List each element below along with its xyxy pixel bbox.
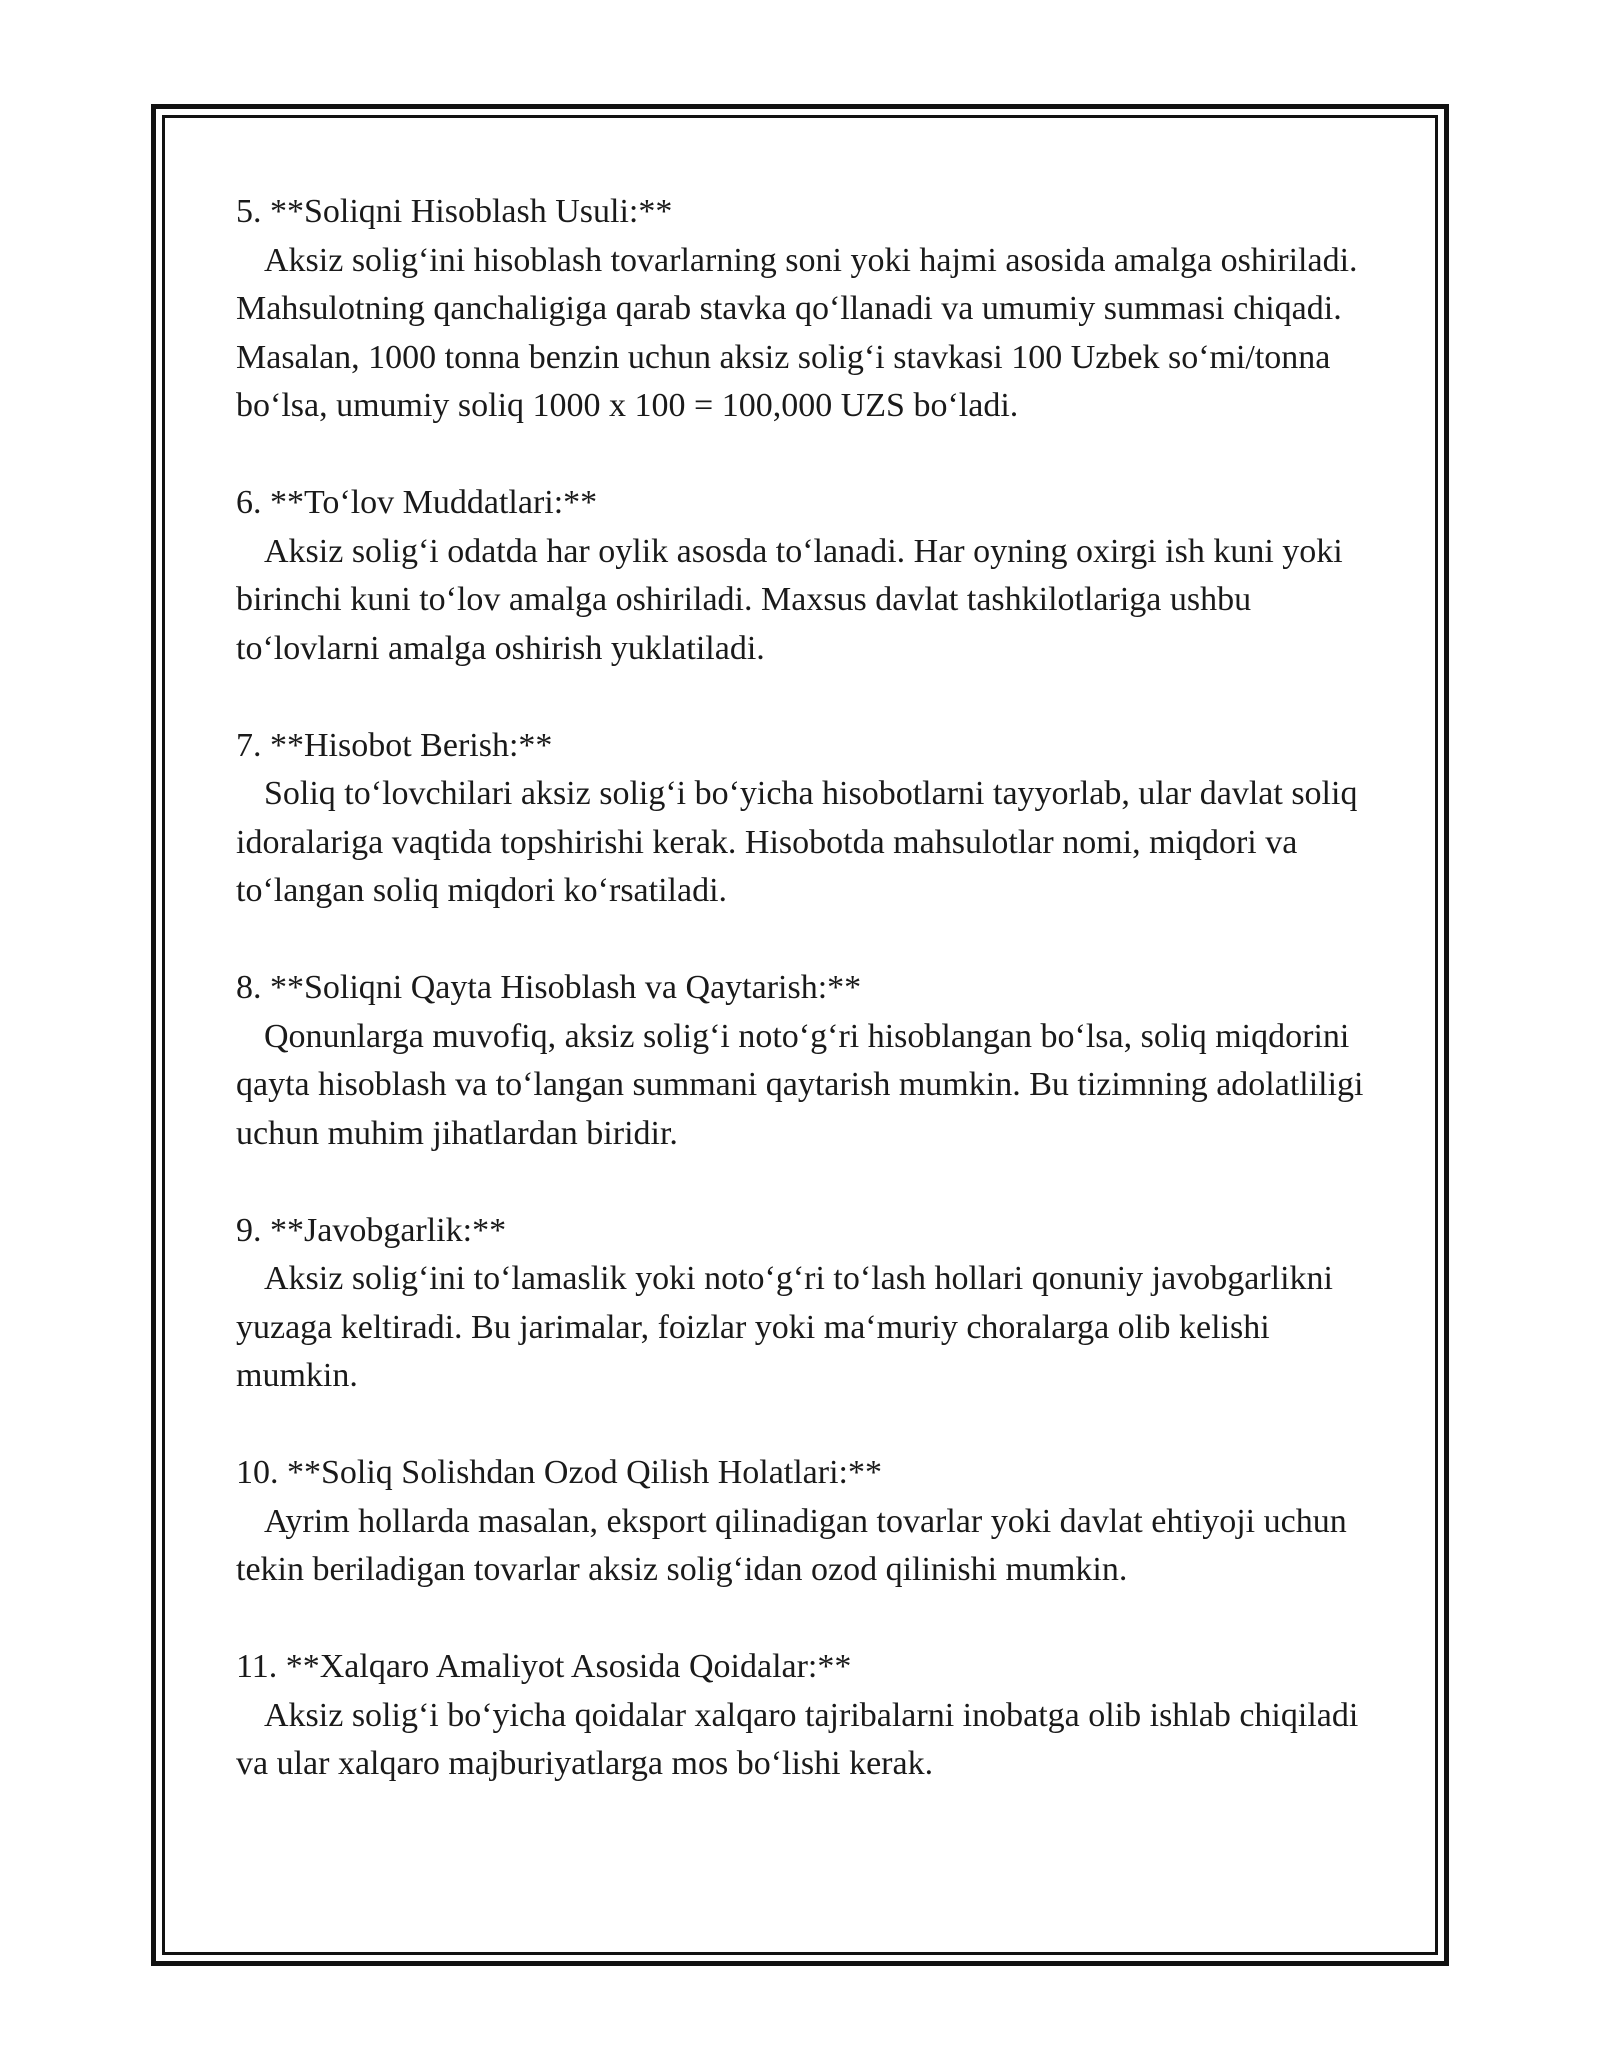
section-paragraph: Ayrim hollarda masalan, eksport qilinadigan tovarlar yoki davlat ehtiyoji uchun tekin beriladigan tovarlar aksiz solig‘idan ozod qilinishi mumkin.	[236, 1502, 1347, 1588]
section-11	[236, 1643, 1366, 1789]
section-heading: 5. **Soliqni Hisoblash Usuli:**	[236, 193, 673, 230]
section-paragraph: Aksiz solig‘ini hisoblash tovarlarning soni yoki hajmi asosida amalga oshiriladi. Mahsulotning qanchaligiga qarab stavka qo‘llanadi va umumiy summasi chiqadi. Masalan, 1000 tonna benzin uchun aksiz solig‘i stavkasi 100 Uzbek so‘mi/tonna bo‘lsa, umumiy soliq 1000 x 100 = 100,000 UZS bo‘ladi.	[236, 241, 1358, 424]
section-paragraph: Aksiz solig‘ini to‘lamaslik yoki noto‘g‘ri to‘lash hollari qonuniy javobgarlikni yuzaga keltiradi. Bu jarimalar, foizlar yoki ma‘muriy choralarga olib kelishi mumkin.	[236, 1260, 1333, 1394]
section-heading: 9. **Javobgarlik:**	[236, 1211, 507, 1249]
section-paragraph: Aksiz solig‘i odatda har oylik asosda to‘lanadi. Har oyning oxirgi ish kuni yoki birinchi kuni to‘lov amalga oshiriladi. Maxsus davlat tashkilotlariga ushbu to‘lovlarni amalga oshirish yuklatiladi.	[236, 532, 1343, 667]
section-heading: 7. **Hisobot Berish:**	[236, 726, 553, 764]
section-paragraph: Qonunlarga muvofiq, aksiz solig‘i noto‘g‘ri hisoblangan bo‘lsa, soliq miqdorini qayta hisoblash va to‘langan summani qaytarish mumkin. Bu tizimning adolatliligi uchun muhim jihatlardan biridir.	[236, 1017, 1364, 1152]
section-paragraph: Aksiz solig‘i bo‘yicha qoidalar xalqaro tajribalarni inobatga olib ishlab chiqiladi va ular xalqaro majburiyatlarga mos bo‘lishi kerak.	[236, 1696, 1359, 1782]
document-content	[236, 188, 1366, 1837]
section-10	[236, 1449, 1366, 1595]
section-9	[236, 1207, 1366, 1401]
section-heading: 11. **Xalqaro Amaliyot Asosida Qoidalar:**	[236, 1648, 852, 1685]
section-6	[236, 479, 1366, 673]
section-heading: 8. **Soliqni Qayta Hisoblash va Qaytarish:**	[236, 969, 862, 1006]
section-7	[236, 722, 1366, 916]
section-heading: 10. **Soliq Solishdan Ozod Qilish Holatlari:**	[236, 1454, 882, 1491]
section-paragraph: Soliq to‘lovchilari aksiz solig‘i bo‘yicha hisobotlarni tayyorlab, ular davlat soliq idoralariga vaqtida topshirishi kerak. Hisobotda mahsulotlar nomi, miqdori va to‘langan soliq miqdori ko‘rsatiladi.	[236, 775, 1358, 909]
section-8	[236, 964, 1366, 1158]
section-heading: 6. **To‘lov Muddatlari:**	[236, 484, 598, 521]
section-5	[236, 188, 1366, 431]
